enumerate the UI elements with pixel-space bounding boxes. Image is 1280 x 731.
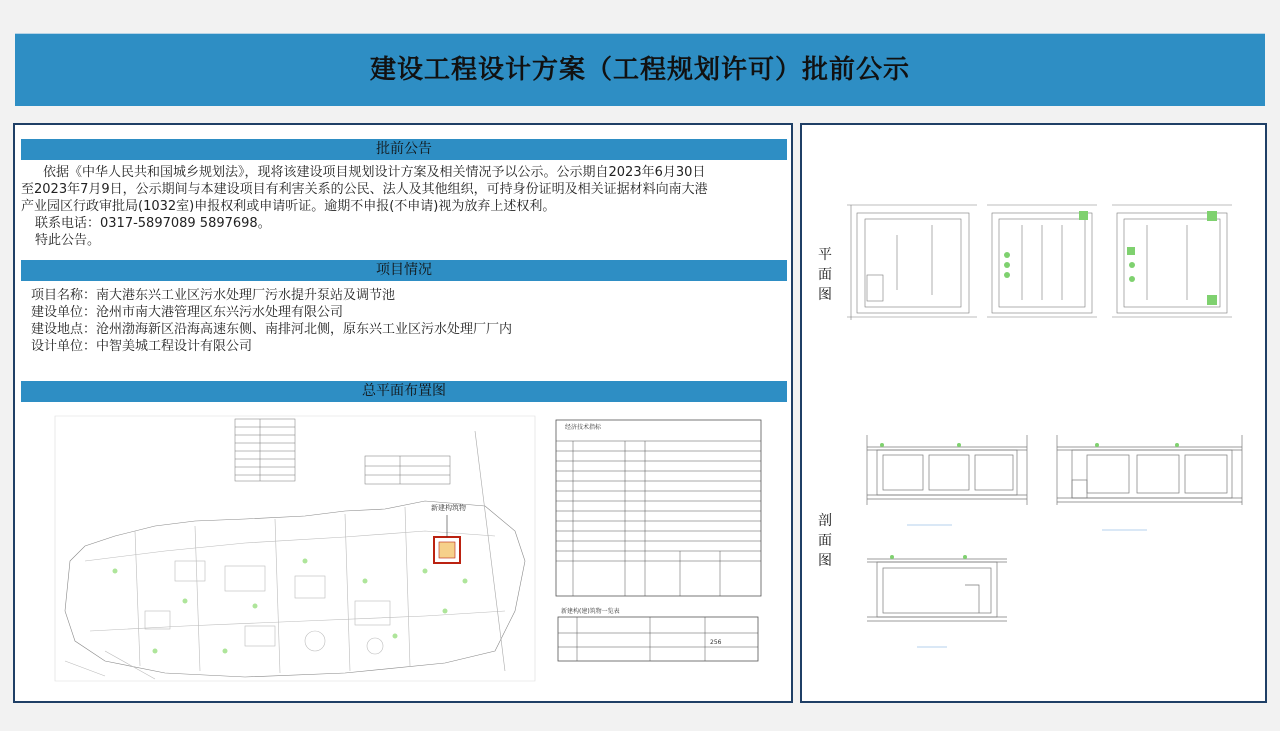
notice-line-3: 产业园区行政审批局(1032室)申报权利或申请听证。逾期不申报(不申请)视为放弃上述权利。 <box>21 199 556 214</box>
contact-phone: 联系电话：0317-5897089 5897698。 <box>35 216 271 231</box>
drawings-panel <box>800 123 1267 703</box>
new-building-label: 新建构筑物 <box>431 504 466 512</box>
building-area-table <box>555 605 765 667</box>
announcement-panel <box>13 123 793 703</box>
project-heading: 项目情况 <box>21 260 787 281</box>
page-title: 建设工程设计方案（工程规划许可）批前公示 <box>369 55 910 85</box>
section-view-label: 剖面图 <box>818 513 832 569</box>
project-designer: 设计单位：中智美城工程设计有限公司 <box>31 339 253 354</box>
site-plan-drawing <box>45 411 545 693</box>
plan-view-drawings <box>847 195 1232 335</box>
notice-closing: 特此公告。 <box>35 233 101 248</box>
notice-line-1: 依据《中华人民共和国城乡规划法》，现将该建设项目规划设计方案及相关情况予以公示。公示期自2023年6月30日 <box>43 165 706 180</box>
section-view-drawings <box>847 425 1257 665</box>
project-name: 项目名称：南大港东兴工业区污水处理厂污水提升泵站及调节池 <box>31 288 396 303</box>
notice-line-2: 至2023年7月9日，公示期间与本建设项目有利害关系的公民、法人及其他组织，可持身份证明及相关证据材料向南大港 <box>21 182 708 197</box>
project-location: 建设地点：沧州渤海新区沿海高速东侧、南排河北侧，原东兴工业区污水处理厂厂内 <box>31 322 513 337</box>
area-value: 256 <box>710 639 722 646</box>
area-table-title: 新建构(建)筑物一览表 <box>561 608 620 615</box>
tech-indicator-table <box>555 419 765 599</box>
plan-view-label: 平面图 <box>818 247 832 303</box>
site-plan-heading: 总平面布置图 <box>21 381 787 402</box>
tech-table-title: 经济技术指标 <box>565 424 602 431</box>
page-header <box>15 33 1265 106</box>
notice-heading: 批前公告 <box>21 139 787 160</box>
project-builder: 建设单位：沧州市南大港管理区东兴污水处理有限公司 <box>31 305 344 320</box>
